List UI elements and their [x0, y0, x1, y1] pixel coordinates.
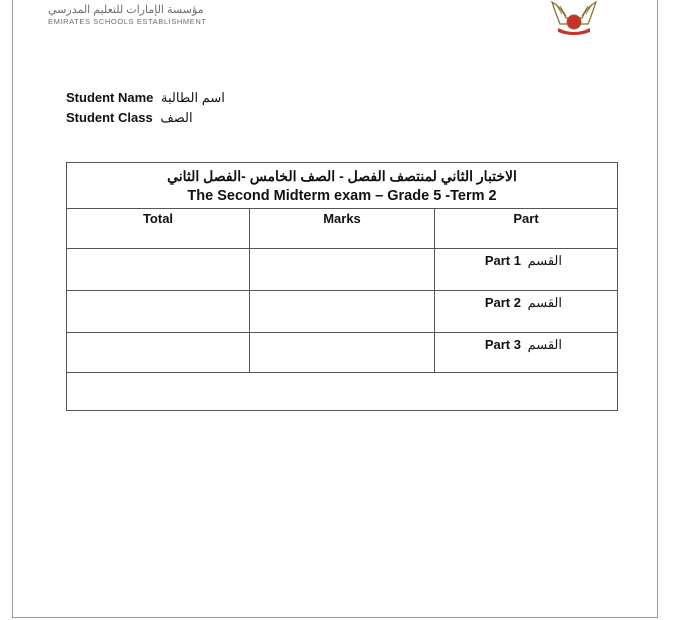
header-part: Part: [435, 209, 618, 249]
total-cell[interactable]: [67, 333, 250, 373]
marks-table: [66, 162, 618, 411]
table-row-empty: [67, 373, 618, 411]
total-cell[interactable]: [67, 291, 250, 333]
part-label-arabic: القسم: [527, 295, 563, 310]
part-label-cell: [435, 333, 618, 373]
student-name-line: [66, 90, 225, 106]
student-class-label-arabic: الصف: [160, 110, 193, 125]
table-row: [67, 333, 618, 373]
marks-cell[interactable]: [250, 249, 435, 291]
exam-title-english: The Second Midterm exam – Grade 5 -Term 2: [187, 188, 497, 204]
student-name-label-arabic: اسم الطالبة: [161, 90, 225, 105]
exam-title-cell: [67, 163, 618, 209]
part-label-arabic: القسم: [527, 253, 563, 268]
part-label: Part 1: [484, 253, 521, 268]
header-total: Total: [67, 209, 250, 249]
student-class-line: [66, 110, 193, 126]
exam-title-arabic: الاختبار الثاني لمنتصف الفصل - الصف الخامس -الفصل الثاني: [167, 168, 517, 184]
part-label: Part 3: [484, 337, 521, 352]
header-marks: Marks: [250, 209, 435, 249]
student-class-label: Student Class: [66, 110, 153, 125]
footer-cell[interactable]: [67, 373, 618, 411]
org-name-arabic: مؤسسة الإمارات للتعليم المدرسي: [48, 4, 204, 16]
marks-cell[interactable]: [250, 333, 435, 373]
part-label-cell: [435, 291, 618, 333]
table-row: [67, 291, 618, 333]
org-name-english: EMIRATES SCHOOLS ESTABLISHMENT: [48, 17, 207, 26]
part-label: Part 2: [484, 295, 521, 310]
table-row: [67, 249, 618, 291]
part-label-cell: [435, 249, 618, 291]
uae-emblem-icon: [548, 0, 600, 36]
total-cell[interactable]: [67, 249, 250, 291]
marks-cell[interactable]: [250, 291, 435, 333]
part-label-arabic: القسم: [527, 337, 563, 352]
student-name-label: Student Name: [66, 90, 154, 105]
